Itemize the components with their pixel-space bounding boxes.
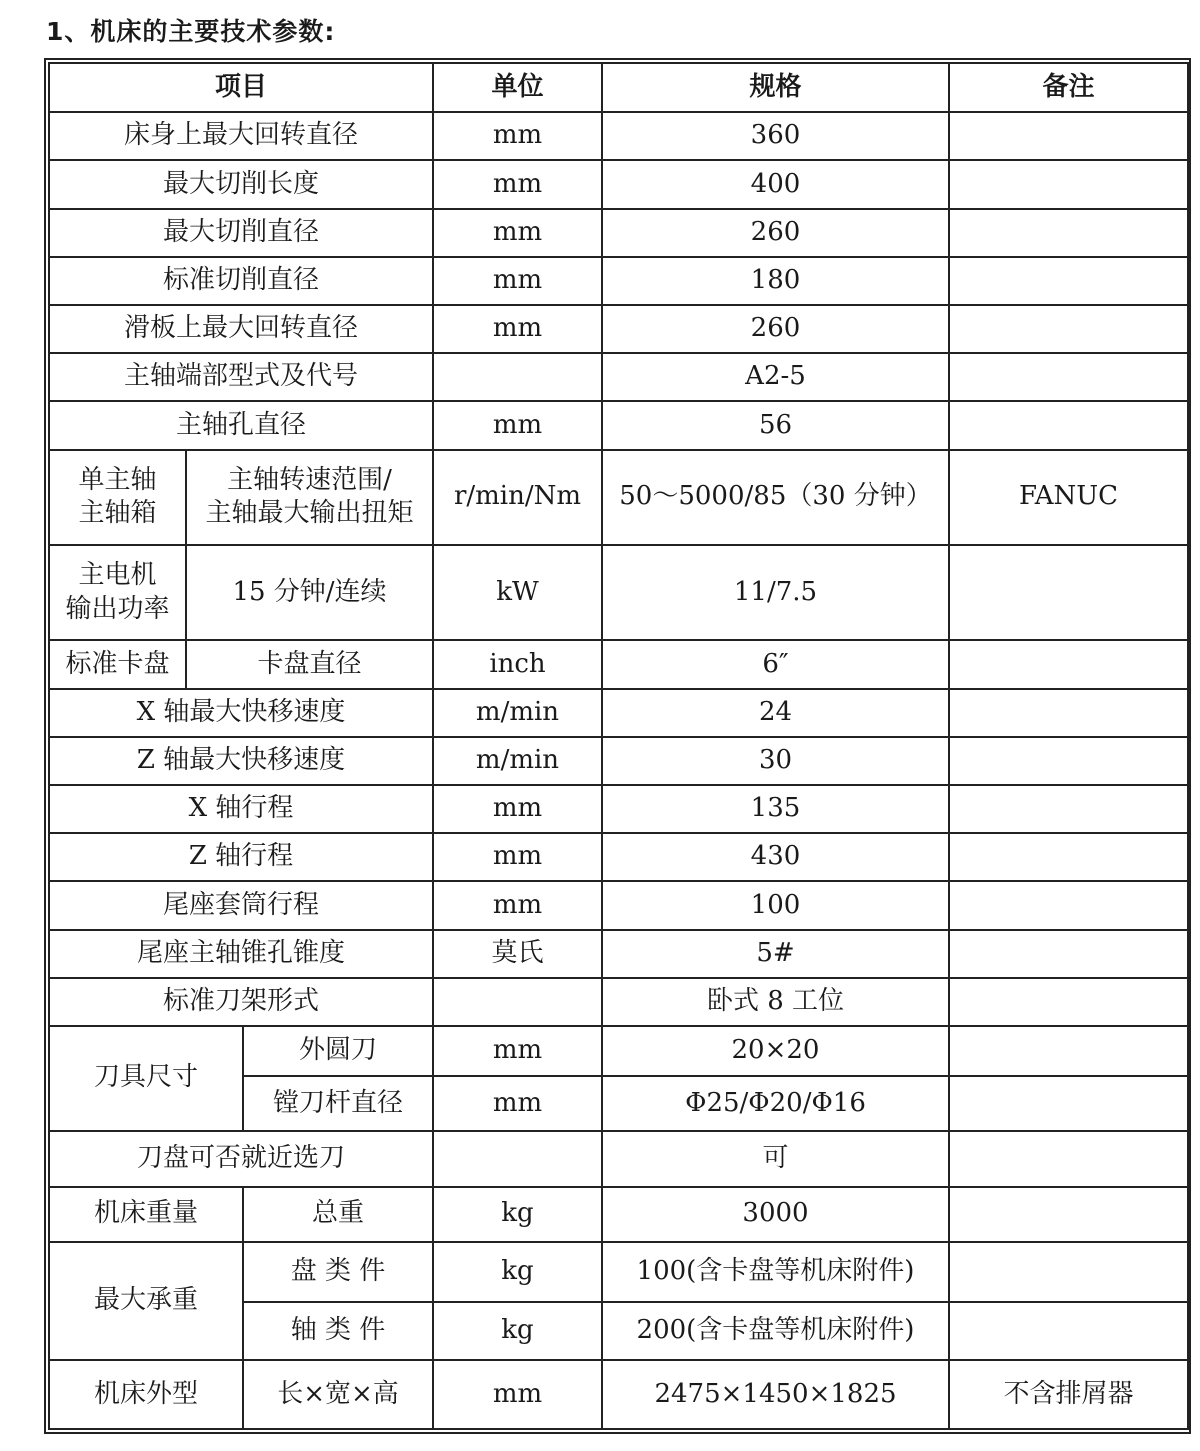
sub-item-cell: 盘 类 件 [243,1242,433,1302]
sub-item-cell: 总重 [243,1187,433,1242]
table-row [49,785,1188,833]
table-row [49,640,1188,688]
sub-item-cell: 15 分钟/连续 [186,545,433,640]
remark-cell [949,305,1188,353]
sub-label-line1: 主轴转速范围/ [227,464,392,495]
table-row [49,353,1188,401]
remark-cell [949,545,1188,640]
sub-item-cell: 长×宽×高 [243,1360,433,1429]
unit-cell [433,353,602,401]
unit-cell: mm [433,1076,602,1130]
table-row [49,112,1188,160]
group-label-line2: 输出功率 [65,593,170,624]
group-cell: 最大承重 [49,1242,243,1361]
spec-cell: 卧式 8 工位 [602,978,949,1026]
table-row [49,881,1188,929]
remark-cell [949,737,1188,785]
table-row [49,305,1188,353]
spec-cell: 6″ [602,640,949,688]
spec-cell: 180 [602,257,949,305]
item-cell: 标准切削直径 [49,257,433,305]
item-cell: Z 轴最大快移速度 [49,737,433,785]
remark-cell: 不含排屑器 [949,1360,1188,1429]
remark-cell [949,1187,1188,1242]
unit-cell: m/min [433,689,602,737]
remark-cell [949,209,1188,257]
item-cell: 最大切削长度 [49,160,433,208]
item-cell: 床身上最大回转直径 [49,112,433,160]
spec-cell: 260 [602,305,949,353]
group-cell [49,545,186,640]
item-cell: 尾座主轴锥孔锥度 [49,930,433,978]
item-cell: 主轴端部型式及代号 [49,353,433,401]
header-unit: 单位 [433,63,602,112]
spec-cell: 100 [602,881,949,929]
table-row [49,1026,1188,1076]
spec-cell: 5# [602,930,949,978]
unit-cell: mm [433,1026,602,1076]
table-row [49,978,1188,1026]
group-cell [49,450,186,545]
table-row [49,737,1188,785]
header-remark: 备注 [949,63,1188,112]
remark-cell [949,112,1188,160]
sub-item-cell [186,450,433,545]
header-item: 项目 [49,63,433,112]
unit-cell: mm [433,257,602,305]
table-row [49,930,1188,978]
unit-cell: mm [433,401,602,449]
table-row [49,401,1188,449]
remark-cell [949,257,1188,305]
unit-cell: 莫氏 [433,930,602,978]
group-cell: 标准卡盘 [49,640,186,688]
unit-cell [433,978,602,1026]
table-row [49,689,1188,737]
remark-cell [949,401,1188,449]
header-spec: 规格 [602,63,949,112]
item-cell: 刀盘可否就近选刀 [49,1131,433,1187]
remark-cell [949,640,1188,688]
unit-cell: mm [433,160,602,208]
remark-cell [949,978,1188,1026]
section-heading: 1、机床的主要技术参数: [46,17,336,46]
spec-cell: 400 [602,160,949,208]
sub-label-line2: 主轴最大输出扭矩 [205,498,414,529]
unit-cell: mm [433,785,602,833]
item-cell: 滑板上最大回转直径 [49,305,433,353]
spec-table [48,62,1189,1430]
unit-cell: mm [433,305,602,353]
table-header-row [49,63,1188,112]
table-row [49,450,1188,545]
remark-cell [949,833,1188,881]
remark-cell [949,160,1188,208]
remark-cell [949,1026,1188,1076]
spec-cell: 可 [602,1131,949,1187]
spec-cell: Φ25/Φ20/Φ16 [602,1076,949,1130]
item-cell: 尾座套筒行程 [49,881,433,929]
item-cell: X 轴最大快移速度 [49,689,433,737]
group-cell: 机床外型 [49,1360,243,1429]
group-cell: 机床重量 [49,1187,243,1242]
unit-cell: kW [433,545,602,640]
remark-cell [949,353,1188,401]
unit-cell: mm [433,881,602,929]
spec-cell: 20×20 [602,1026,949,1076]
spec-cell: 11/7.5 [602,545,949,640]
spec-cell: 100(含卡盘等机床附件) [602,1242,949,1302]
unit-cell: mm [433,209,602,257]
table-row [49,257,1188,305]
spec-cell: 3000 [602,1187,949,1242]
remark-cell [949,930,1188,978]
table-row [49,1131,1188,1187]
sub-item-cell: 镗刀杆直径 [243,1076,433,1130]
item-cell: 最大切削直径 [49,209,433,257]
spec-cell: 430 [602,833,949,881]
group-label-line1: 单主轴 [78,464,157,495]
spec-cell: 260 [602,209,949,257]
remark-cell [949,785,1188,833]
remark-cell: FANUC [949,450,1188,545]
group-cell: 刀具尺寸 [49,1026,243,1130]
remark-cell [949,1302,1188,1360]
group-label-line1: 主电机 [78,559,157,590]
unit-cell: mm [433,112,602,160]
sub-item-cell: 轴 类 件 [243,1302,433,1360]
table-row [49,1187,1188,1242]
sub-item-cell: 卡盘直径 [186,640,433,688]
spec-cell: 135 [602,785,949,833]
group-label-line2: 主轴箱 [78,498,157,529]
unit-cell: mm [433,1360,602,1429]
spec-cell: 50～5000/85（30 分钟） [602,450,949,545]
table-row [49,160,1188,208]
item-cell: 标准刀架形式 [49,978,433,1026]
table-row [49,545,1188,640]
spec-cell: 2475×1450×1825 [602,1360,949,1429]
spec-cell: A2-5 [602,353,949,401]
spec-cell: 360 [602,112,949,160]
unit-cell [433,1131,602,1187]
item-cell: 主轴孔直径 [49,401,433,449]
remark-cell [949,1076,1188,1130]
table-row [49,1242,1188,1302]
spec-cell: 30 [602,737,949,785]
spec-cell: 200(含卡盘等机床附件) [602,1302,949,1360]
unit-cell: kg [433,1302,602,1360]
table-row [49,833,1188,881]
remark-cell [949,881,1188,929]
table-row [49,209,1188,257]
sub-item-cell: 外圆刀 [243,1026,433,1076]
item-cell: X 轴行程 [49,785,433,833]
unit-cell: r/min/Nm [433,450,602,545]
unit-cell: kg [433,1187,602,1242]
spec-cell: 56 [602,401,949,449]
remark-cell [949,1242,1188,1302]
item-cell: Z 轴行程 [49,833,433,881]
unit-cell: mm [433,833,602,881]
unit-cell: m/min [433,737,602,785]
table-row [49,1360,1188,1429]
spec-cell: 24 [602,689,949,737]
unit-cell: inch [433,640,602,688]
unit-cell: kg [433,1242,602,1302]
remark-cell [949,1131,1188,1187]
remark-cell [949,689,1188,737]
